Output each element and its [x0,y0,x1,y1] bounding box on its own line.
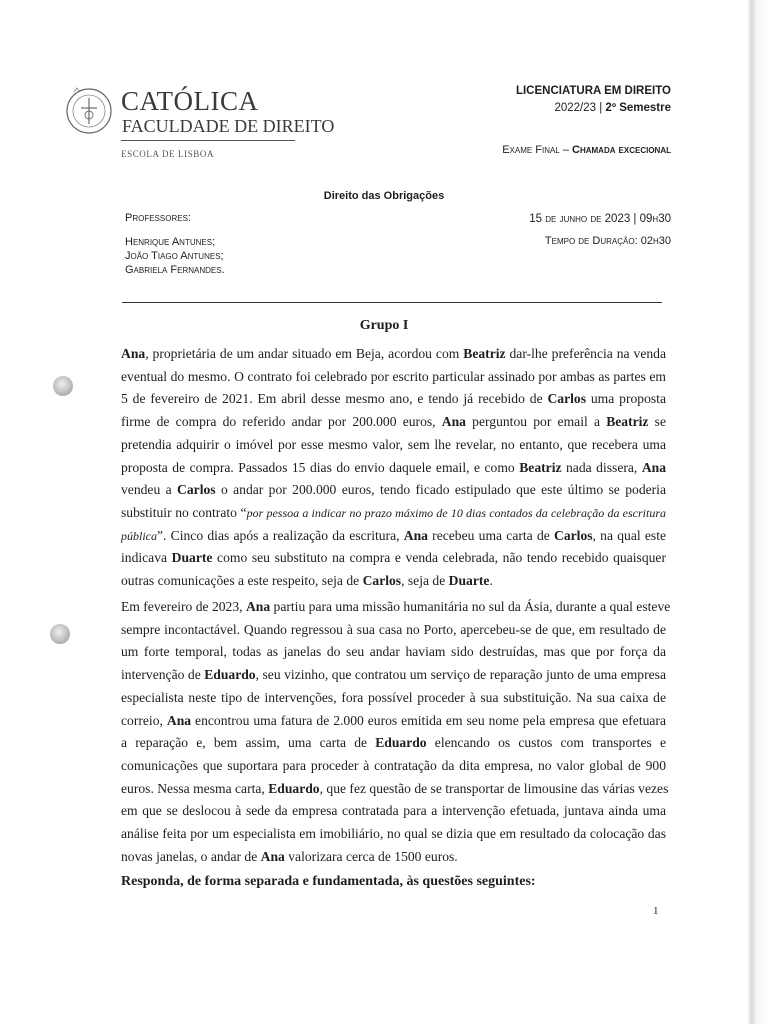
text-run: como seu substituto na compra e venda celebrada, não tendo recebido quaisquer [212,550,666,566]
text-line [121,846,666,869]
text-line [121,525,666,548]
text-run: , proprietária de um andar situado em Beja, acordou com [145,346,464,361]
exam-date [529,213,671,225]
professor-name: Henrique Antunes; [125,236,216,248]
person-name: Beatriz [606,414,649,430]
person-name: Eduardo [268,780,320,796]
logo-title: CATÓLICA [121,86,259,116]
group-title: Grupo I [359,318,409,333]
professors-list [125,235,225,277]
person-name: Eduardo [375,735,427,751]
exam-call: Chamada excecional [572,144,671,156]
text-run: se [648,414,666,430]
date-year-time: 2023 | 09 [604,213,653,225]
date-month: de junho de [545,213,602,225]
contract-clause-quote: pública [121,528,157,543]
person-name: Duarte [448,573,490,589]
text-run: , na qual este [592,527,667,543]
text-run: novas janelas, o andar de [121,848,261,864]
text-line [121,755,666,778]
text-run: substituir no contrato “ [121,504,247,520]
person-name: Carlos [362,573,402,589]
text-run: partiu para uma missão humanitária no sul da Ásia, durante a qual esteve [270,599,671,614]
text-run: outras comunicações a este respeito, seja de [121,573,363,589]
text-run: encontrou uma fatura de 2.000 euros emitida em seu nome pela empresa que efetuara [191,712,666,728]
person-name: Carlos [177,482,216,498]
logo-school: ESCOLA DE LISBOA [121,149,215,159]
semester-value: 2º Semestre [605,102,671,114]
question-instruction: Responda, de forma separada e fundamentada, às questões seguintes: [121,874,536,889]
time-h: h [652,213,659,225]
text-run: proposta de compra. Passados 15 dias do envio daquele email, e como [121,459,520,475]
text-run: intervenção de [121,667,205,683]
year-value: 2022/23 [554,102,597,114]
person-name: Duarte [171,550,213,566]
text-run: o andar por 200.000 euros, tendo ficado estipulado que este último se poderia [215,482,666,498]
page-number: 1 [653,905,659,917]
text-run: especialista neste tipo de intervenções, fora possível proceder à sua substituição. Na sua caixa de [121,689,666,705]
text-run: dar-lhe preferência na venda [505,346,666,361]
text-run: em que se deslocou à sede da empresa contratada para a intervenção efetuada, juntava ainda uma [121,803,666,819]
page-edge-shadow [716,0,768,1024]
duration-min: 30 [658,235,671,247]
text-run: Em fevereiro de 2023, [121,599,246,614]
person-name: Beatriz [463,346,506,361]
text-line [121,664,666,687]
text-line [121,641,666,664]
person-name: Carlos [547,391,586,407]
text-line [121,778,669,801]
academic-year: 2022/23 | 2º Semestre [554,102,671,114]
text-run: um forte temporal, todas as janelas do seu andar haviam sido destruídas, mas que por força da [121,644,666,660]
text-run: correio, [121,712,167,728]
text-line [121,800,666,823]
text-line [121,570,666,593]
program-title: LICENCIATURA EM DIREITO [515,85,671,97]
punch-hole-top [53,376,73,396]
text-run: análise feita por um especialista em imobiliário, no qual se dizia que em resultado da colocação das [121,826,666,842]
university-seal-icon [64,86,114,136]
text-line [121,732,666,755]
paragraph-1 [121,343,666,593]
text-run: , seja de [401,573,449,589]
text-run: firme de compra do referido andar por 200.000 euros, [121,414,442,430]
text-run: elencando os custos com transportes e [426,735,666,751]
text-run: vendeu a [121,482,178,498]
header-divider [122,302,662,303]
text-run: . [489,573,493,589]
professor-name: João Tiago Antunes; [125,250,224,262]
person-name: Ana [260,848,285,864]
duration-hours: 02 [640,235,653,247]
logo-subtitle: FACULDADE DE DIREITO [122,116,335,136]
text-line [121,687,666,710]
text-run: comunicações que suportara para proceder à contratação da dita empresa, no valor global de 900 [121,757,666,773]
text-run: 5 de fevereiro de 2021. Em abril desse mesmo ano, e tendo já recebido de [121,391,548,407]
text-run: nada dissera, [561,459,642,475]
text-line [121,457,666,480]
exam-type [502,144,671,156]
person-name: Beatriz [519,459,562,475]
text-run: ”. Cinco dias após a realização da escritura, [157,527,404,543]
text-run: , seu vizinho, que contratou um serviço de reparação junto de uma empresa [255,667,666,683]
exam-duration [545,235,671,247]
punch-hole-bottom [50,624,70,644]
text-run: valorizara cerca de 1500 euros. [284,848,458,864]
professors-label: Professores: [125,212,191,224]
professor-name: Gabriela Fernandes. [125,264,225,276]
logo-divider [121,140,295,141]
text-line [121,388,666,411]
text-line [121,479,666,502]
text-line [121,823,666,846]
text-line [121,366,666,389]
text-run: uma proposta [586,391,666,407]
text-run: sempre incontactável. Quando regressou à sua casa no Porto, apercebeu-se de que, em resultado de [121,621,666,637]
text-line [121,411,666,434]
contract-clause-quote: por pessoa a indicar no prazo máximo de 10 dias contados da celebração da escritura [246,505,667,520]
person-name: Ana [441,414,466,430]
person-name: Carlos [554,527,593,543]
text-run: recebeu uma carta de [427,527,555,543]
text-run: , que fez questão de se transportar de limousine das várias vezes [319,780,669,796]
text-line [121,710,666,733]
person-name: Ana [245,599,271,614]
text-run: euros. Nessa mesma carta, [121,780,269,796]
text-run: perguntou por email a [465,414,607,430]
duration-h: h [652,235,659,247]
date-day: 15 [529,213,543,225]
person-name: Eduardo [204,667,256,683]
person-name: Ana [121,346,146,361]
text-line [121,343,666,366]
text-line [121,502,666,525]
text-line [121,547,666,570]
text-run: pretendia adquirir o imóvel por esse mesmo valor, sem lhe revelar, no entanto, que recebera uma [121,436,666,452]
course-title: Direito das Obrigações [323,190,445,202]
duration-label: Tempo de Duração: [544,235,638,247]
person-name: Ana [166,712,192,728]
text-run: a reparação e, bem assim, uma carta de [121,735,376,751]
text-run: eventual do mesmo. O contrato foi celebrado por escrito particular assinado por ambas as partes em [121,368,666,384]
person-name: Ana [403,527,428,543]
text-line [121,619,666,642]
text-line [121,434,666,457]
paragraph-2 [121,596,671,868]
text-line [121,596,671,619]
text-run: indicava [121,550,172,566]
exam-prefix: Exame Final – [502,144,569,156]
person-name: Ana [641,459,666,475]
time-min: 30 [658,213,671,225]
